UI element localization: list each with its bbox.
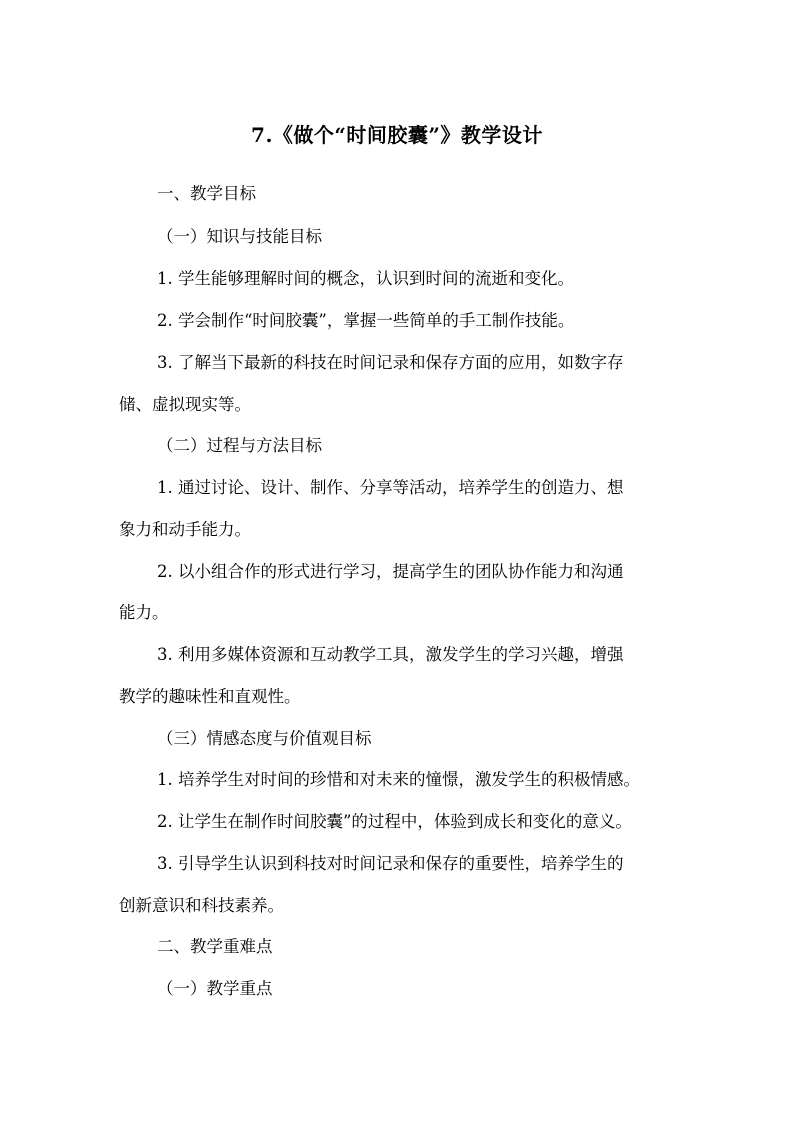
paragraph-line: 象力和动手能力。 xyxy=(119,520,251,539)
paragraph-line: 3. 引导学生认识到科技对时间记录和保存的重要性，培养学生的 xyxy=(157,854,624,873)
paragraph-line: 1. 通过讨论、设计、制作、分享等活动，培养学生的创造力、想 xyxy=(157,478,624,497)
subsection-heading-emotion-values: （三）情感态度与价值观目标 xyxy=(157,729,372,748)
paragraph-line: 教学的趣味性和直观性。 xyxy=(119,687,301,706)
subsection-heading-key-points: （一）教学重点 xyxy=(157,979,273,998)
paragraph-line: 2. 学会制作“时间胶囊”，掌握一些简单的手工制作技能。 xyxy=(157,311,575,330)
paragraph-line: 创新意识和科技素养。 xyxy=(119,896,284,915)
paragraph-line: 3. 了解当下最新的科技在时间记录和保存方面的应用，如数字存 xyxy=(157,353,624,372)
section-heading-objectives: 一、教学目标 xyxy=(157,184,256,203)
paragraph-line: 能力。 xyxy=(119,603,169,622)
subsection-heading-process-method: （二）过程与方法目标 xyxy=(157,436,322,455)
document-title: 7.《做个“时间胶囊”》教学设计 xyxy=(251,123,543,147)
paragraph-line: 1. 学生能够理解时间的概念，认识到时间的流逝和变化。 xyxy=(157,269,574,288)
paragraph-line: 3. 利用多媒体资源和互动教学工具，激发学生的学习兴趣，增强 xyxy=(157,645,624,664)
section-heading-key-difficulties: 二、教学重难点 xyxy=(157,937,273,956)
paragraph-line: 2. 以小组合作的形式进行学习，提高学生的团队协作能力和沟通 xyxy=(157,562,624,581)
subsection-heading-knowledge-skills: （一）知识与技能目标 xyxy=(157,227,322,246)
paragraph-line: 储、虚拟现实等。 xyxy=(119,395,251,414)
paragraph-line: 1. 培养学生对时间的珍惜和对未来的憧憬，激发学生的积极情感。 xyxy=(157,770,640,789)
paragraph-line: 2. 让学生在制作时间胶囊”的过程中，体验到成长和变化的意义。 xyxy=(157,812,632,831)
